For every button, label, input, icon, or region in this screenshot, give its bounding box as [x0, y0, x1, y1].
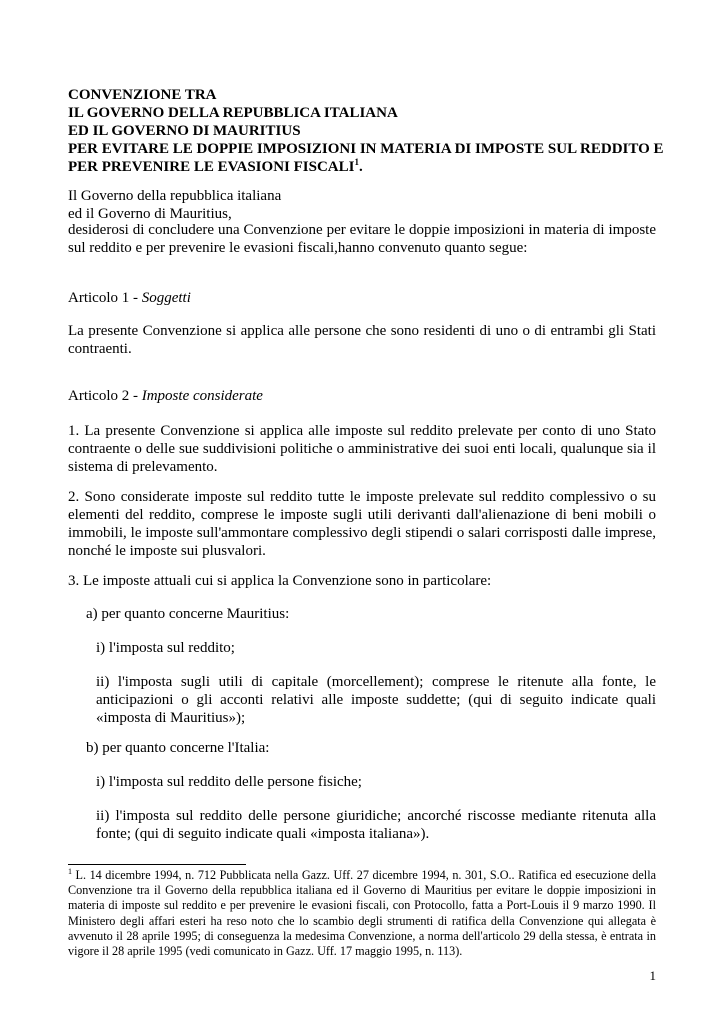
article-label: Articolo 2 - [68, 388, 142, 404]
article-2-paragraph-1: 1. La presente Convenzione si applica alle imposte sul reddito prelevate per conto di uno Stato contraente o delle sue suddivisioni politiche o amministrative dei suoi enti locali, qualunque sia il sistema di prelevamento. [68, 423, 656, 475]
preamble-line: ed il Governo di Mauritius, [68, 206, 232, 222]
footnote-number: 1 [68, 866, 72, 876]
footnote-reference[interactable]: 1 [354, 157, 359, 167]
title-line-end: . [358, 159, 363, 175]
footnote [68, 868, 656, 959]
list-item-a-ii: ii) l'imposta sugli utili di capitale (morcellement); comprese le ritenute alla fonte, le anticipazioni o gli acconti relativi alle imposte suddette; (qui di seguito indicate quali «imposta di Mauritius»); [96, 674, 656, 726]
article-label: Articolo 1 - [68, 290, 142, 306]
article-1-heading [68, 289, 656, 307]
article-2-paragraph-3: 3. Le imposte attuali cui si applica la Convenzione sono in particolare: [68, 573, 492, 589]
list-item-a-i: i) l'imposta sul reddito; [96, 640, 235, 656]
article-2-paragraph-2: 2. Sono considerate imposte sul reddito tutte le imposte prelevate sul reddito complessivo o su elementi del reddito, comprese le imposte sugli utili derivanti dall'alienazione di beni mobili o immobili, le imposte sull'ammontare complessivo degli stipendi o salari corrisposti dalle imprese, nonché le imposte sui plusvalori. [68, 489, 656, 559]
title-line-text: PER PREVENIRE LE EVASIONI FISCALI [68, 159, 355, 175]
document-title [68, 86, 663, 176]
article-2-heading [68, 387, 656, 405]
footnote-text: L. 14 dicembre 1994, n. 712 Pubblicata nella Gazz. Uff. 27 dicembre 1994, n. 301, S.O.. Ratifica ed esecuzione della Convenzione tra il Governo della repubblica italiana ed il Governo di Mauritius per evitare le doppie imposizioni in materia di imposte sul reddito e per prevenire le evasioni fiscali, con Protocollo, fatta a Port-Louis il 9 marzo 1990. Il Ministero degli affari esteri ha reso noto che lo scambio degli strumenti di ratifica della Convenzione qui allegata è avvenuto il 28 aprile 1995; di conseguenza la medesima Convenzione, a norma dell'articolo 29 della stessa, è entrata in vigore il 28 aprile 1995 (vedi comunicato in Gazz. Uff. 17 maggio 1995, n. 113). [68, 868, 656, 959]
page-number: 1 [649, 968, 656, 983]
preamble-paragraph: desiderosi di concludere una Convenzione per evitare le doppie imposizioni in materia di imposte sul reddito e per prevenire le evasioni fiscali,hanno convenuto quanto segue: [68, 222, 656, 256]
article-title: Soggetti [141, 290, 191, 306]
title-line: IL GOVERNO DELLA REPUBBLICA ITALIANA [68, 105, 398, 121]
title-line: CONVENZIONE TRA [68, 87, 217, 103]
article-1-paragraph: La presente Convenzione si applica alle persone che sono residenti di uno o di entrambi gli Stati contraenti. [68, 323, 656, 357]
footnote-separator [68, 864, 246, 865]
article-title: Imposte considerate [141, 388, 263, 404]
list-item-b-i: i) l'imposta sul reddito delle persone fisiche; [96, 774, 362, 790]
list-item-b-ii: ii) l'imposta sul reddito delle persone giuridiche; ancorché riscosse mediante ritenuta alla fonte; (qui di seguito indicate quali «imposta italiana»). [96, 808, 656, 842]
list-item-b: b) per quanto concerne l'Italia: [86, 740, 270, 756]
title-line: ED IL GOVERNO DI MAURITIUS [68, 123, 301, 139]
title-line [68, 158, 663, 176]
list-item-a: a) per quanto concerne Mauritius: [86, 606, 290, 622]
preamble-line: Il Governo della repubblica italiana [68, 188, 282, 204]
title-line: PER EVITARE LE DOPPIE IMPOSIZIONI IN MATERIA DI IMPOSTE SUL REDDITO E [68, 141, 664, 157]
